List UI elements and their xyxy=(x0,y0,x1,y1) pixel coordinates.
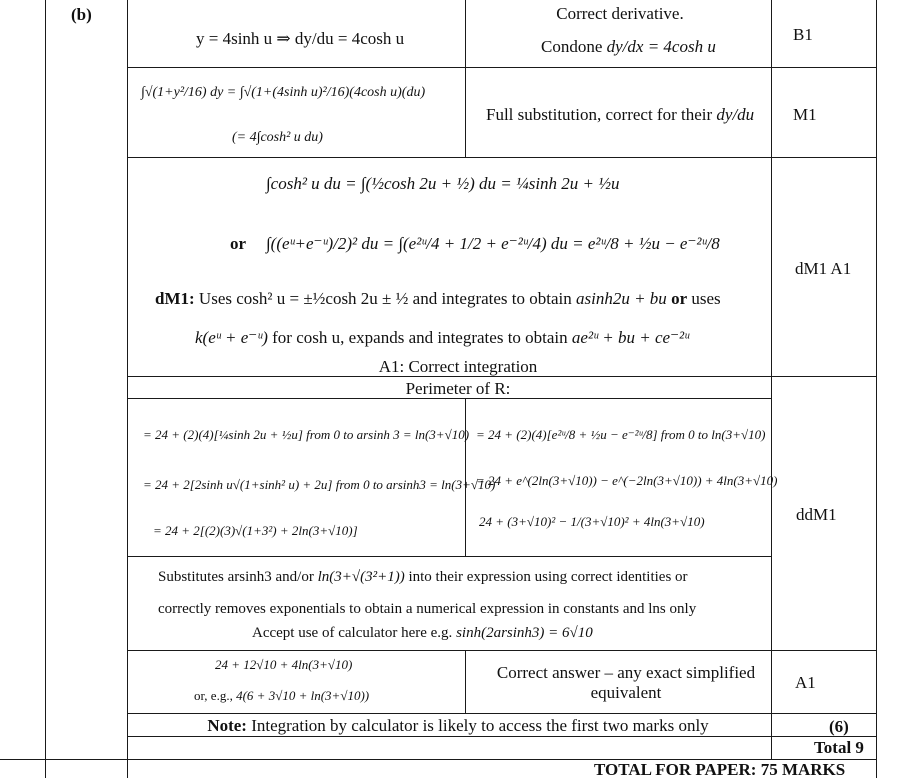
part-label: (b) xyxy=(71,5,92,24)
row2-guidance: Full substitution, correct for their dy/du xyxy=(486,105,755,124)
row3-dm1-line2: k(eᵘ + e⁻ᵘ) for cosh u, expands and integrates to obtain ae²ᵘ + bu + ce⁻²ᵘ xyxy=(195,328,690,347)
row4-left-line2: = 24 + 2[2sinh u√(1+sinh² u) + 2u] from 0 to arsinh3 = ln(3+√10) xyxy=(143,477,496,492)
row5-answer-line2: or, e.g., 4(6 + 3√10 + ln(3+√10)) xyxy=(194,688,370,703)
note-mark: (6) xyxy=(829,717,849,736)
row4-mark: ddM1 xyxy=(796,505,837,524)
row4-guidance-line1: Substitutes arsinh3 and/or ln(3+√(3²+1)) into their expression using correct identities or xyxy=(158,569,688,585)
row2-working-line2: (= 4∫cosh² u du) xyxy=(232,130,323,145)
row1-guidance-condone: Condone dy/dx = 4cosh u xyxy=(541,37,716,56)
row2-mark: M1 xyxy=(793,105,817,124)
row5-mark: A1 xyxy=(795,673,816,692)
row4-right-line3: 24 + (3+√10)² − 1/(3+√10)² + 4ln(3+√10) xyxy=(479,514,705,529)
row3-or-label: or xyxy=(230,234,247,253)
row1-guidance-expr: dy/dx = 4cosh u xyxy=(606,37,716,56)
row4-left-line1: = 24 + (2)(4)[¼sinh 2u + ½u] from 0 to arsinh 3 = ln(3+√10) xyxy=(143,427,470,442)
row4-right-line1: = 24 + (2)(4)[e²ᵘ/8 + ½u − e⁻²ᵘ/8] from 0 to ln(3+√10) xyxy=(476,427,766,442)
row1-working: y = 4sinh u ⇒ dy/du = 4cosh u xyxy=(196,29,405,48)
row5-guidance-line2: equivalent xyxy=(590,683,662,702)
row4-guidance-line2: correctly removes exponentials to obtain a numerical expression in constants and lns only xyxy=(158,601,697,617)
row1-guidance-line1: Correct derivative. xyxy=(556,4,684,23)
total-marks: Total 9 xyxy=(814,738,864,757)
row4-guidance-line3: Accept use of calculator here e.g. sinh(2arsinh3) = 6√10 xyxy=(252,625,593,641)
row4-right-line2: = 24 + e^(2ln(3+√10)) − e^(−2ln(3+√10)) + 4ln(3+√10) xyxy=(476,473,778,488)
row2-guidance-expr: dy/du xyxy=(716,105,755,124)
row4-header: Perimeter of R: xyxy=(405,379,511,398)
row3-a1-text: A1: Correct integration xyxy=(378,357,538,376)
row5-answer-line1: 24 + 12√10 + 4ln(3+√10) xyxy=(215,657,353,672)
row3-line2: ∫((eᵘ+e⁻ᵘ)/2)² du = ∫(e²ᵘ/4 + 1/2 + e⁻²ᵘ/4) du = e²ᵘ/8 + ½u − e⁻²ᵘ/8 xyxy=(266,234,720,253)
row1-mark: B1 xyxy=(793,25,813,44)
row2-working-line1: ∫√(1+y²/16) dy = ∫√(1+(4sinh u)²/16)(4cosh u)(du) xyxy=(141,85,426,100)
note-row: Note: Integration by calculator is likely to access the first two marks only xyxy=(207,716,709,735)
row3-dm1-line1: dM1: Uses cosh² u = ±½cosh 2u ± ½ and integrates to obtain asinh2u + bu or uses xyxy=(155,289,721,308)
row3-line1: ∫cosh² u du = ∫(½cosh 2u + ½) du = ¼sinh 2u + ½u xyxy=(266,174,620,193)
row5-guidance-line1: Correct answer – any exact simplified xyxy=(496,663,756,682)
total-for-paper: TOTAL FOR PAPER: 75 MARKS xyxy=(594,760,846,779)
row3-mark: dM1 A1 xyxy=(795,259,852,278)
row4-left-line3: = 24 + 2[(2)(3)√(1+3²) + 2ln(3+√10)] xyxy=(153,523,358,538)
